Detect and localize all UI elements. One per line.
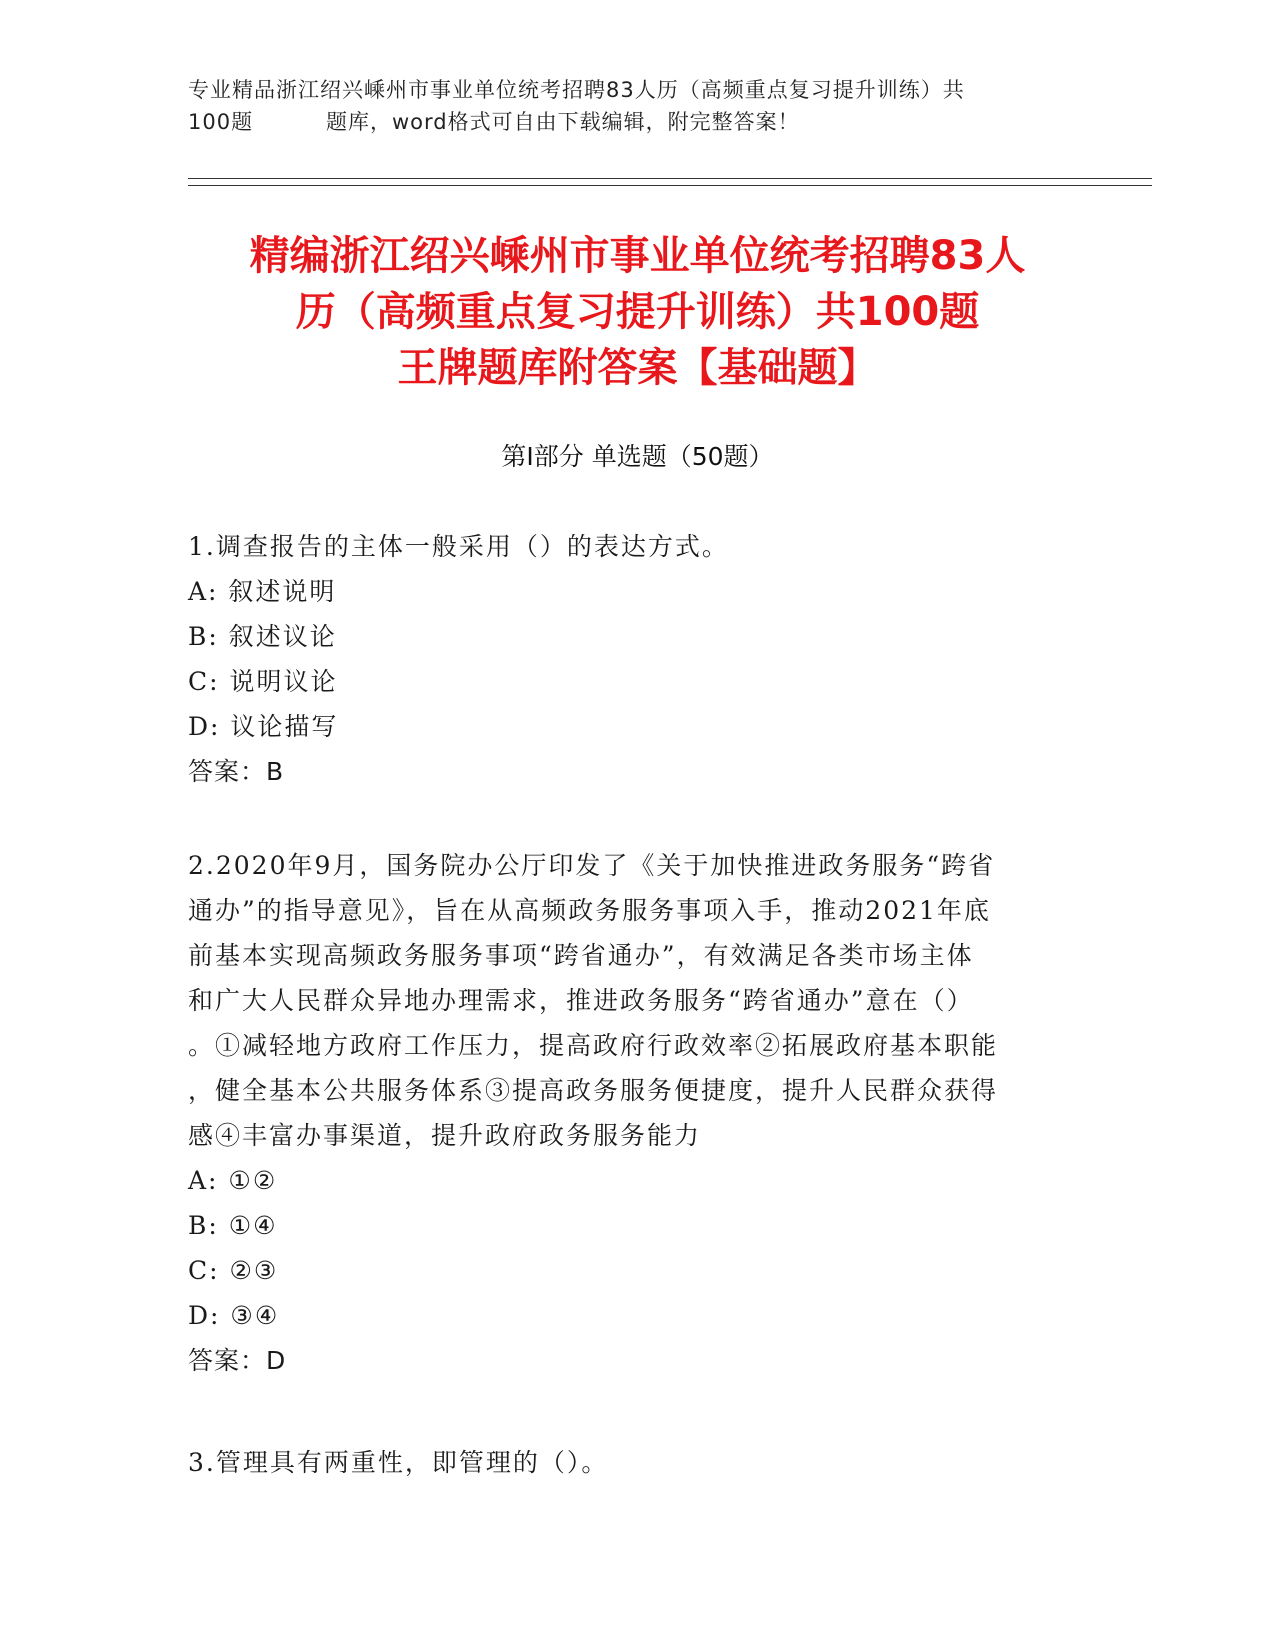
document-header <box>188 74 1088 138</box>
document-title <box>170 228 1105 396</box>
header-divider-top <box>188 178 1152 179</box>
question-stem-line: 2.2020年9月，国务院办公厅印发了《关于加快推进政务服务“跨省 <box>188 851 996 880</box>
option-a: A: 叙述说明 <box>188 577 337 606</box>
header-line-2-left: 100题 <box>188 110 254 134</box>
option-d: D: 议论描写 <box>188 712 339 741</box>
header-line-2 <box>188 106 1088 138</box>
title-line-1: 精编浙江绍兴嵊州市事业单位统考招聘83人 <box>249 233 1026 279</box>
option-d: D: ③④ <box>188 1301 280 1330</box>
question-stem-line: ，健全基本公共服务体系③提高政务服务便捷度，提升人民群众获得 <box>188 1076 999 1105</box>
question-stem-line: 3.管理具有两重性，即管理的（）。 <box>188 1448 609 1477</box>
question-stem-line: 1.调查报告的主体一般采用（）的表达方式。 <box>188 532 729 561</box>
title-line-3: 王牌题库附答案【基础题】 <box>397 345 878 391</box>
header-line-1: 专业精品浙江绍兴嵊州市事业单位统考招聘83人历（高频重点复习提升训练）共 <box>188 78 965 102</box>
question-stem-line: 前基本实现高频政务服务事项“跨省通办”，有效满足各类市场主体 <box>188 941 974 970</box>
header-line-2-right: 题库，word格式可自由下载编辑，附完整答案！ <box>326 110 800 134</box>
question-stem-line: 。①减轻地方政府工作压力，提高政府行政效率②拓展政府基本职能 <box>188 1031 999 1060</box>
question-stem-line: 和广大人民群众异地办理需求，推进政务服务“跨省通办”意在（） <box>188 986 974 1015</box>
question-stem-line: 通办”的指导意见》，旨在从高频政务服务事项入手，推动2021年底 <box>188 896 991 925</box>
option-c: C: ②③ <box>188 1256 279 1285</box>
title-line-2: 历（高频重点复习提升训练）共100题 <box>295 289 980 335</box>
header-divider-bottom <box>188 185 1152 186</box>
question-stem-line: 感④丰富办事渠道，提升政府政务服务能力 <box>188 1121 702 1150</box>
option-b: B: 叙述议论 <box>188 622 337 651</box>
question-2 <box>188 843 1068 1383</box>
question-1 <box>188 524 1068 794</box>
option-b: B: ①④ <box>188 1211 278 1240</box>
option-c: C: 说明议论 <box>188 667 338 696</box>
option-a: A: ①② <box>188 1166 278 1195</box>
section-heading: 第Ⅰ部分 单选题（50题） <box>501 442 774 471</box>
answer: 答案：D <box>188 1346 287 1375</box>
answer: 答案：B <box>188 757 285 786</box>
question-3 <box>188 1440 1068 1485</box>
